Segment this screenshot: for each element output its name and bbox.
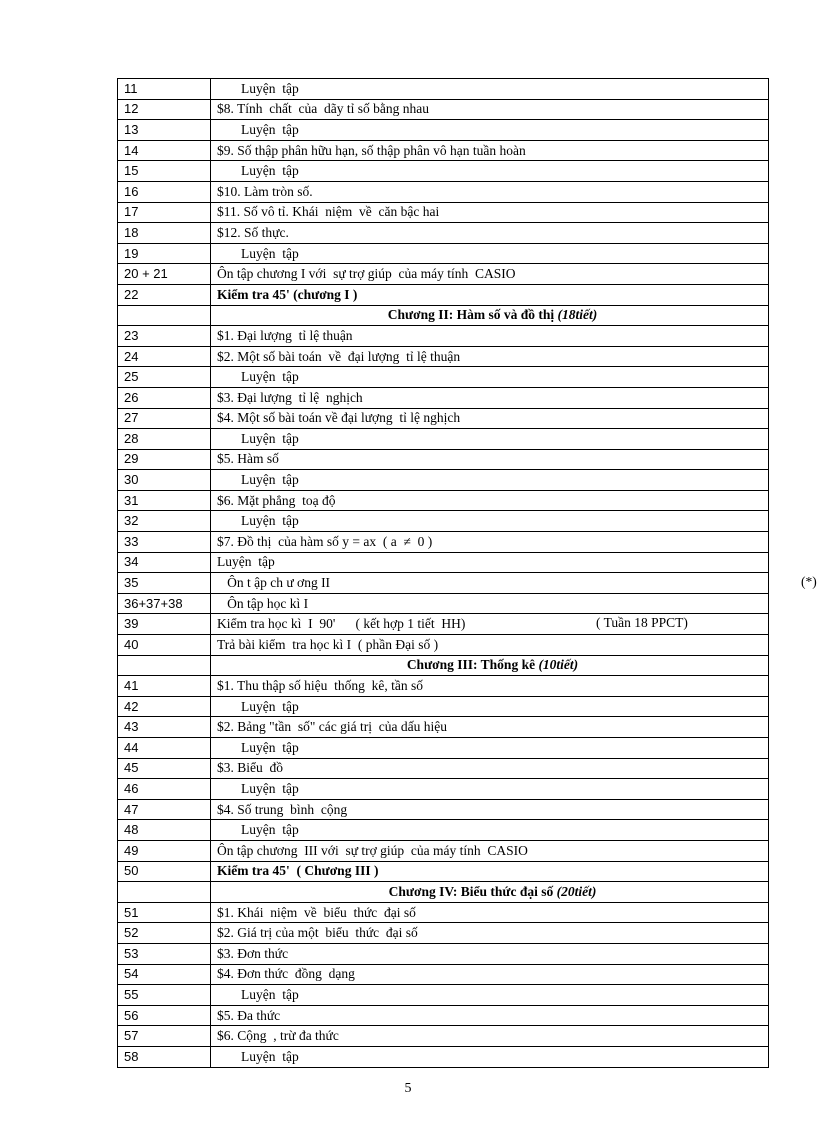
table-row bbox=[118, 985, 769, 1006]
lesson-number-cell: 26 bbox=[118, 387, 211, 408]
table-row bbox=[118, 717, 769, 738]
table-row bbox=[118, 614, 769, 635]
table-row bbox=[118, 635, 769, 656]
lesson-title-cell: Luyện tập bbox=[211, 1046, 769, 1067]
table-row bbox=[118, 326, 769, 347]
lesson-number-cell: 32 bbox=[118, 511, 211, 532]
table-row bbox=[118, 161, 769, 182]
chapter-period-count: (18tiết) bbox=[557, 307, 598, 323]
lesson-number-cell: 28 bbox=[118, 429, 211, 450]
table-row bbox=[118, 1026, 769, 1047]
table-row bbox=[118, 99, 769, 120]
lesson-title-cell: Luyện tập bbox=[211, 738, 769, 759]
chapter-period-count: (10tiết) bbox=[538, 657, 579, 673]
lesson-number-cell: 33 bbox=[118, 532, 211, 553]
table-row bbox=[118, 964, 769, 985]
lesson-title-cell: $10. Làm tròn số. bbox=[211, 181, 769, 202]
lesson-title-cell: Luyện tập bbox=[211, 696, 769, 717]
lesson-note: ( Tuần 18 PPCT) bbox=[596, 615, 688, 631]
table-row bbox=[118, 490, 769, 511]
table-row bbox=[118, 758, 769, 779]
lesson-title-cell: $3. Đơn thức bbox=[211, 943, 769, 964]
lesson-title-cell: Kiểm tra 45' ( Chương III ) bbox=[211, 861, 769, 882]
lesson-number-cell: 16 bbox=[118, 181, 211, 202]
lesson-number-cell: 23 bbox=[118, 326, 211, 347]
lesson-number-cell: 36+37+38 bbox=[118, 593, 211, 614]
table-row bbox=[118, 552, 769, 573]
lesson-number-cell: 11 bbox=[118, 79, 211, 100]
chapter-heading-cell bbox=[211, 305, 769, 326]
lesson-title-cell: $1. Thu thập số hiệu thống kê, tần số bbox=[211, 676, 769, 697]
lesson-title: Ôn t ập ch ư ơng II bbox=[217, 575, 331, 591]
table-row bbox=[118, 840, 769, 861]
lesson-title-cell: Luyện tập bbox=[211, 120, 769, 141]
table-row bbox=[118, 820, 769, 841]
lesson-number-cell: 56 bbox=[118, 1005, 211, 1026]
lesson-title-cell: $2. Một số bài toán về đại lượng tỉ lệ thuận bbox=[211, 346, 769, 367]
lesson-number-cell: 45 bbox=[118, 758, 211, 779]
table-row bbox=[118, 367, 769, 388]
table-row bbox=[118, 449, 769, 470]
lesson-title-cell: $5. Hàm số bbox=[211, 449, 769, 470]
table-row bbox=[118, 861, 769, 882]
table-row bbox=[118, 264, 769, 285]
lesson-number-cell: 41 bbox=[118, 676, 211, 697]
lesson-title-cell: Luyện tập bbox=[211, 161, 769, 182]
lesson-number-cell: 42 bbox=[118, 696, 211, 717]
table-row bbox=[118, 243, 769, 264]
lesson-title: Kiểm tra học kì I 90' ( kết hợp 1 tiết HH) bbox=[217, 616, 466, 632]
table-row bbox=[118, 223, 769, 244]
lesson-title-cell: Kiểm tra 45' (chương I ) bbox=[211, 284, 769, 305]
table-row bbox=[118, 1005, 769, 1026]
lesson-number-cell: 34 bbox=[118, 552, 211, 573]
table-row bbox=[118, 387, 769, 408]
table-row bbox=[118, 882, 769, 903]
table-row bbox=[118, 676, 769, 697]
lesson-title-cell: $5. Đa thức bbox=[211, 1005, 769, 1026]
lesson-number-cell: 27 bbox=[118, 408, 211, 429]
lesson-title-cell: $12. Số thực. bbox=[211, 223, 769, 244]
lesson-title-cell: Luyện tập bbox=[211, 779, 769, 800]
lesson-number-cell: 58 bbox=[118, 1046, 211, 1067]
chapter-title: Chương III: Thống kê bbox=[406, 657, 539, 673]
chapter-period-count: (20tiết) bbox=[556, 883, 597, 899]
table-row bbox=[118, 511, 769, 532]
lesson-number-cell bbox=[118, 305, 211, 326]
lesson-plan-body bbox=[118, 79, 817, 1068]
table-row bbox=[118, 79, 769, 100]
lesson-number-cell: 29 bbox=[118, 449, 211, 470]
lesson-title-cell: Luyện tập bbox=[211, 429, 769, 450]
lesson-number-cell: 25 bbox=[118, 367, 211, 388]
lesson-title-cell: $8. Tính chất của dãy tỉ số bằng nhau bbox=[211, 99, 769, 120]
lesson-title-cell: Luyện tập bbox=[211, 820, 769, 841]
lesson-number-cell: 53 bbox=[118, 943, 211, 964]
lesson-plan-table bbox=[117, 78, 817, 1068]
lesson-title-cell: $11. Số vô tỉ. Khái niệm về căn bậc hai bbox=[211, 202, 769, 223]
lesson-title-cell: Ôn tập học kì I bbox=[211, 593, 769, 614]
lesson-number-cell: 20 + 21 bbox=[118, 264, 211, 285]
lesson-title-cell: Luyện tập bbox=[211, 367, 769, 388]
lesson-title-cell: Trả bài kiểm tra học kì I ( phần Đại số ) bbox=[211, 635, 769, 656]
lesson-title-cell: $2. Giá trị của một biểu thức đại số bbox=[211, 923, 769, 944]
lesson-title-cell: $3. Biểu đồ bbox=[211, 758, 769, 779]
table-row bbox=[118, 799, 769, 820]
lesson-number-cell: 48 bbox=[118, 820, 211, 841]
lesson-number-cell: 24 bbox=[118, 346, 211, 367]
lesson-title-cell: $7. Đồ thị của hàm số y = ax ( a ≠ 0 ) bbox=[211, 532, 769, 553]
table-row bbox=[118, 429, 769, 450]
lesson-number-cell: 52 bbox=[118, 923, 211, 944]
lesson-number-cell: 43 bbox=[118, 717, 211, 738]
chapter-heading-cell bbox=[211, 882, 769, 903]
table-row bbox=[118, 305, 769, 326]
lesson-number-cell: 54 bbox=[118, 964, 211, 985]
lesson-number-cell: 44 bbox=[118, 738, 211, 759]
lesson-title-cell: $6. Cộng , trừ đa thức bbox=[211, 1026, 769, 1047]
table-row bbox=[118, 181, 769, 202]
lesson-number-cell: 40 bbox=[118, 635, 211, 656]
lesson-title-cell: $4. Đơn thức đồng dạng bbox=[211, 964, 769, 985]
lesson-title-cell: $3. Đại lượng tỉ lệ nghịch bbox=[211, 387, 769, 408]
table-row bbox=[118, 408, 769, 429]
lesson-title-cell: Ôn tập chương III với sự trợ giúp của máy tính CASIO bbox=[211, 840, 769, 861]
lesson-number-cell: 15 bbox=[118, 161, 211, 182]
lesson-number-cell: 51 bbox=[118, 902, 211, 923]
table-row bbox=[118, 573, 769, 594]
table-row bbox=[118, 532, 769, 553]
table-row bbox=[118, 1046, 769, 1067]
lesson-number-cell: 17 bbox=[118, 202, 211, 223]
chapter-title: Chương II: Hàm số và đồ thị bbox=[387, 307, 558, 323]
lesson-number-cell: 22 bbox=[118, 284, 211, 305]
table-row bbox=[118, 593, 769, 614]
table-row bbox=[118, 923, 769, 944]
table-row bbox=[118, 655, 769, 676]
chapter-heading-cell bbox=[211, 655, 769, 676]
lesson-number-cell bbox=[118, 655, 211, 676]
table-row bbox=[118, 738, 769, 759]
lesson-number-cell: 30 bbox=[118, 470, 211, 491]
lesson-number-cell: 47 bbox=[118, 799, 211, 820]
lesson-title-cell: Luyện tập bbox=[211, 79, 769, 100]
lesson-number-cell: 31 bbox=[118, 490, 211, 511]
lesson-number-cell: 13 bbox=[118, 120, 211, 141]
lesson-title-cell bbox=[211, 573, 817, 594]
lesson-number-cell: 35 bbox=[118, 573, 211, 594]
table-row bbox=[118, 140, 769, 161]
lesson-number-cell: 18 bbox=[118, 223, 211, 244]
lesson-title-cell: $4. Số trung bình cộng bbox=[211, 799, 769, 820]
lesson-number-cell: 46 bbox=[118, 779, 211, 800]
lesson-title-cell: $9. Số thập phân hữu hạn, số thập phân vô hạn tuần hoàn bbox=[211, 140, 769, 161]
lesson-number-cell: 57 bbox=[118, 1026, 211, 1047]
lesson-title-cell: $4. Một số bài toán về đại lượng tỉ lệ nghịch bbox=[211, 408, 769, 429]
lesson-title-cell: $1. Đại lượng tỉ lệ thuận bbox=[211, 326, 769, 347]
table-row bbox=[118, 696, 769, 717]
lesson-title-cell: $2. Bảng "tần số" các giá trị của dấu hiệu bbox=[211, 717, 769, 738]
lesson-title-cell: $6. Mặt phẳng toạ độ bbox=[211, 490, 769, 511]
table-row bbox=[118, 202, 769, 223]
lesson-title-cell: $1. Khái niệm về biểu thức đại số bbox=[211, 902, 769, 923]
lesson-number-cell: 50 bbox=[118, 861, 211, 882]
lesson-title-cell: Luyện tập bbox=[211, 985, 769, 1006]
lesson-note: (*) bbox=[801, 574, 817, 590]
lesson-title-cell: Luyện tập bbox=[211, 552, 769, 573]
lesson-number-cell: 12 bbox=[118, 99, 211, 120]
table-row bbox=[118, 346, 769, 367]
chapter-title: Chương IV: Biểu thức đại số bbox=[388, 883, 557, 899]
lesson-number-cell bbox=[118, 882, 211, 903]
lesson-number-cell: 14 bbox=[118, 140, 211, 161]
table-row bbox=[118, 779, 769, 800]
lesson-number-cell: 49 bbox=[118, 840, 211, 861]
lesson-number-cell: 39 bbox=[118, 614, 211, 635]
lesson-number-cell: 19 bbox=[118, 243, 211, 264]
lesson-title-cell: Ôn tập chương I với sự trợ giúp của máy tính CASIO bbox=[211, 264, 769, 285]
lesson-title-cell: Luyện tập bbox=[211, 470, 769, 491]
lesson-title-cell: Luyện tập bbox=[211, 511, 769, 532]
lesson-title-cell: Luyện tập bbox=[211, 243, 769, 264]
table-row bbox=[118, 470, 769, 491]
table-row bbox=[118, 120, 769, 141]
table-row bbox=[118, 943, 769, 964]
lesson-title-cell bbox=[211, 614, 769, 635]
table-row bbox=[118, 902, 769, 923]
lesson-number-cell: 55 bbox=[118, 985, 211, 1006]
page-number: 5 bbox=[404, 1081, 412, 1096]
table-row bbox=[118, 284, 769, 305]
